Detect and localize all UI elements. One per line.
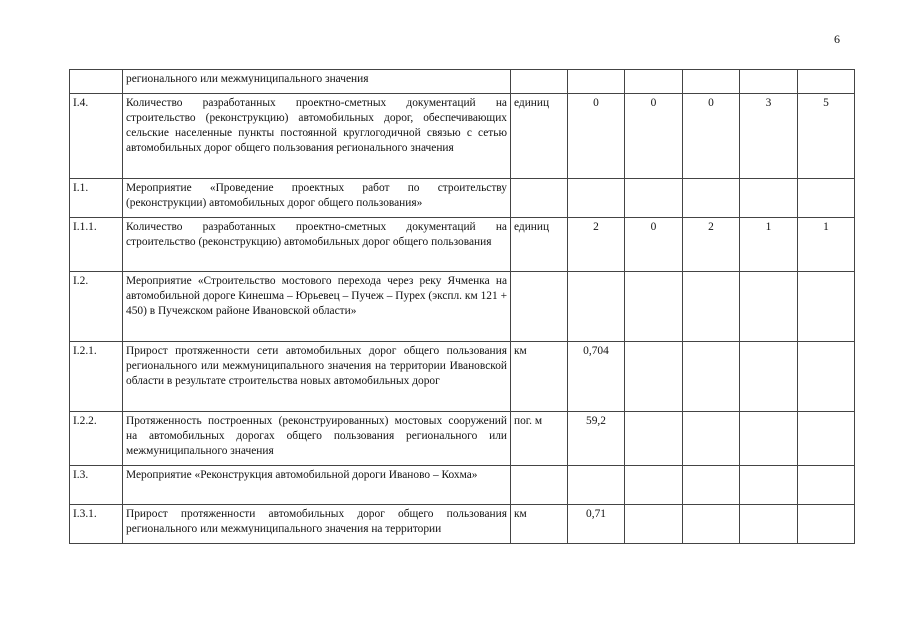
row-value	[683, 466, 740, 505]
indicators-table	[69, 69, 855, 544]
row-value: 1	[740, 218, 798, 272]
row-value	[740, 412, 798, 466]
row-value	[740, 342, 798, 412]
table-row	[70, 272, 855, 342]
row-description: Мероприятие «Реконструкция автомобильной дороги Иваново – Кохма»	[123, 466, 511, 505]
row-value	[740, 505, 798, 544]
table-row	[70, 70, 855, 94]
row-description: регионального или межмуниципального значения	[123, 70, 511, 94]
row-description: Прирост протяженности сети автомобильных дорог общего пользования регионального или межмуниципального значения на территории Ивановской области в результате строительства новых автомобильных дорог	[123, 342, 511, 412]
row-value: 0	[568, 94, 625, 179]
row-value: 0	[683, 94, 740, 179]
row-description: Протяженность построенных (реконструированных) мостовых сооружений на автомобильных дорогах общего пользования регионального или межмуниципального значения	[123, 412, 511, 466]
row-value	[798, 466, 855, 505]
table-row	[70, 412, 855, 466]
row-number: I.2.	[70, 272, 123, 342]
row-value	[625, 505, 683, 544]
row-value	[568, 179, 625, 218]
row-value: 59,2	[568, 412, 625, 466]
row-number: I.1.1.	[70, 218, 123, 272]
row-value: 0,71	[568, 505, 625, 544]
row-description: Количество разработанных проектно-сметных документаций на строительство (реконструкцию) автомобильных дорог общего пользования	[123, 218, 511, 272]
row-value	[798, 505, 855, 544]
row-description: Прирост протяженности автомобильных дорог общего пользования регионального или межмуниципального значения на территории	[123, 505, 511, 544]
row-value	[740, 272, 798, 342]
table-row	[70, 179, 855, 218]
row-value	[683, 412, 740, 466]
row-description: Мероприятие «Проведение проектных работ по строительству (реконструкции) автомобильных дорог общего пользования»	[123, 179, 511, 218]
row-value: 3	[740, 94, 798, 179]
row-unit	[511, 272, 568, 342]
row-unit: км	[511, 342, 568, 412]
row-value	[683, 505, 740, 544]
row-value: 0	[625, 218, 683, 272]
row-unit	[511, 466, 568, 505]
row-value	[683, 179, 740, 218]
row-value	[568, 70, 625, 94]
row-description: Количество разработанных проектно-сметных документаций на строительство (реконструкцию) автомобильных дорог, обеспечивающих сельские населенные пункты постоянной круглогодичной связью с сетью автомобильных дорог общего пользования регионального значения	[123, 94, 511, 179]
row-number: I.3.1.	[70, 505, 123, 544]
row-number: I.2.2.	[70, 412, 123, 466]
row-value	[683, 272, 740, 342]
row-value	[798, 179, 855, 218]
row-value: 2	[568, 218, 625, 272]
row-value	[683, 70, 740, 94]
table-row	[70, 466, 855, 505]
row-value	[625, 272, 683, 342]
row-unit: пог. м	[511, 412, 568, 466]
table-row	[70, 94, 855, 179]
row-value	[625, 412, 683, 466]
row-value	[798, 272, 855, 342]
page-number: 6	[834, 32, 840, 46]
table-row	[70, 218, 855, 272]
table-row	[70, 505, 855, 544]
row-number: I.4.	[70, 94, 123, 179]
row-number: I.3.	[70, 466, 123, 505]
row-value: 2	[683, 218, 740, 272]
row-unit	[511, 70, 568, 94]
row-value: 1	[798, 218, 855, 272]
row-unit: км	[511, 505, 568, 544]
row-value	[683, 342, 740, 412]
row-value	[740, 466, 798, 505]
row-unit: единиц	[511, 218, 568, 272]
row-number: I.1.	[70, 179, 123, 218]
row-value	[625, 342, 683, 412]
row-value	[568, 272, 625, 342]
row-number	[70, 70, 123, 94]
row-unit: единиц	[511, 94, 568, 179]
row-value	[740, 70, 798, 94]
row-value: 0	[625, 94, 683, 179]
row-number: I.2.1.	[70, 342, 123, 412]
row-value	[740, 179, 798, 218]
table-row	[70, 342, 855, 412]
row-value	[798, 342, 855, 412]
row-value	[625, 70, 683, 94]
row-value	[568, 466, 625, 505]
row-value: 5	[798, 94, 855, 179]
row-value: 0,704	[568, 342, 625, 412]
row-value	[625, 179, 683, 218]
row-value	[798, 412, 855, 466]
row-value	[625, 466, 683, 505]
row-unit	[511, 179, 568, 218]
row-description: Мероприятие «Строительство мостового перехода через реку Ячменка на автомобильной дороге Кинешма – Юрьевец – Пучеж – Пурех (экспл. км 121 + 450) в Пучежском районе Ивановской области»	[123, 272, 511, 342]
row-value	[798, 70, 855, 94]
